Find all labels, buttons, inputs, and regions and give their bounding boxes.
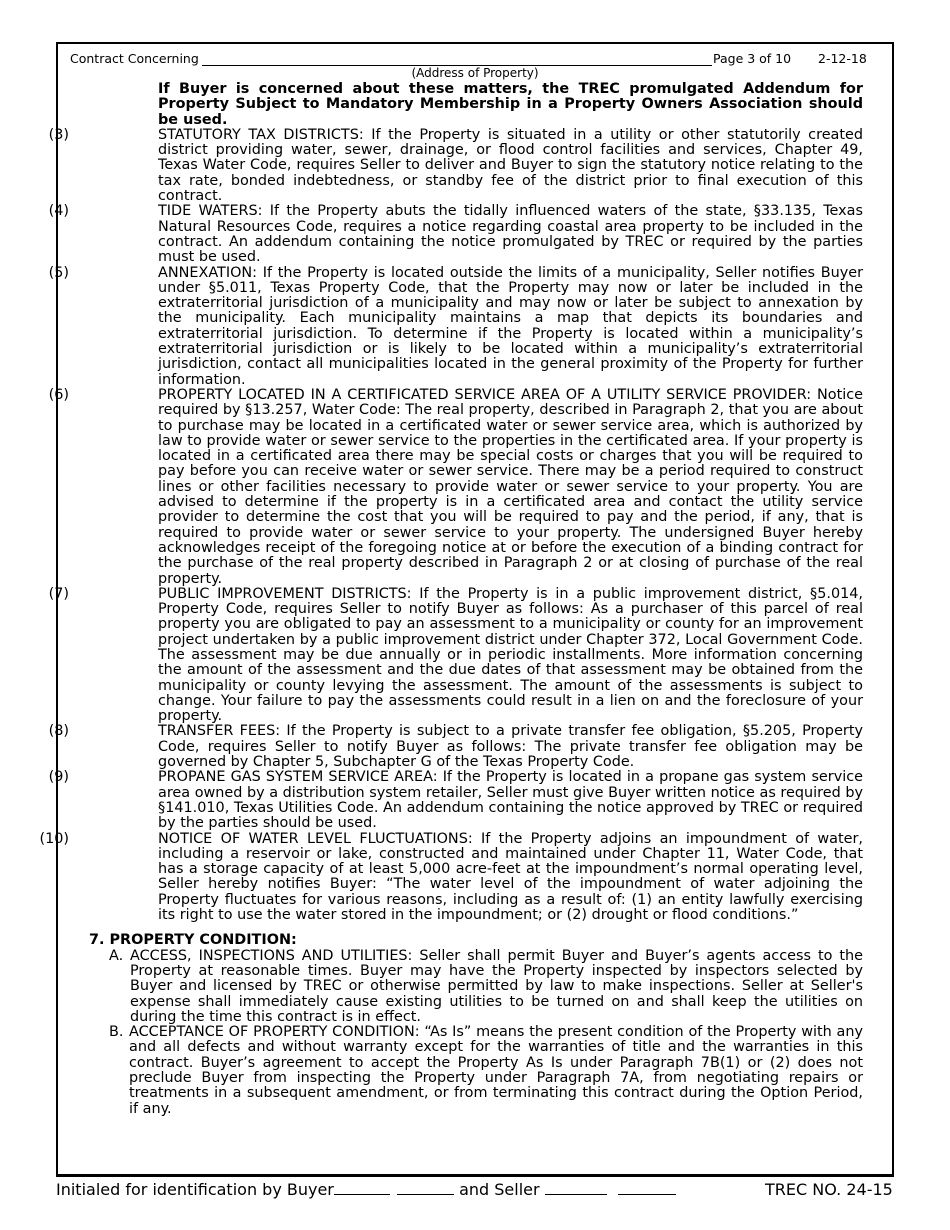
seller-initial-field-1[interactable]: [545, 1180, 607, 1195]
initials-line: [56, 1180, 676, 1200]
and-seller-label: and Seller: [459, 1180, 540, 1199]
item-text: STATUTORY TAX DISTRICTS: If the Property is situated in a utility or other statutorily created district providing water, sewer, drainage, or flood control facilities and services, Chapter 49, Texas Water Code, requires Seller to deliver and Buyer to sign the statutory notice relating to the tax rate, bonded indebtedness, or standby fee of the district prior to final execution of this contract.: [158, 126, 863, 205]
item-tide-waters: [0, 204, 863, 265]
buyer-initial-field-2[interactable]: [397, 1180, 454, 1195]
item-number: (9): [48, 769, 69, 786]
item-number: (10): [39, 830, 69, 847]
page-number: Page 3 of 10: [713, 51, 792, 66]
item-number: (5): [48, 264, 69, 281]
item-letter: B.: [109, 1024, 124, 1041]
item-statutory-tax-districts: [0, 128, 863, 204]
item-number: (3): [48, 126, 69, 143]
item-text: PROPANE GAS SYSTEM SERVICE AREA: If the Property is located in a propane gas system service area owned by a distribution system retailer, Seller must give Buyer written notice as required by §141.010, Texas Utilities Code. An addendum containing the notice approved by TREC or required by the parties should be used.: [158, 769, 863, 832]
address-label: (Address of Property): [411, 66, 539, 80]
item-text: TIDE WATERS: If the Property abuts the tidally influenced waters of the state, §33.135, Texas Natural Resources Code, requires a notice regarding coastal area property to be included in the contract. An addendum containing the notice promulgated by TREC or required by the parties must be used.: [158, 203, 863, 266]
item-text: ACCEPTANCE OF PROPERTY CONDITION: “As Is” means the present condition of the Property with any and all defects and without warranty except for the warranties of title and the warranties in this contract. Buyer’s agreement to accept the Property As Is under Paragraph 7B(1) or (2) does not preclude Buyer from inspecting the Property under Paragraph 7A, from negotiating repairs or treatments in a subsequent amendment, or from terminating this contract during the Option Period, if any.: [129, 1024, 863, 1117]
trec-form-number: TREC NO. 24-15: [765, 1180, 893, 1199]
item-text: TRANSFER FEES: If the Property is subject to a private transfer fee obligation, §5.205, Property Code, requires Seller to notify Buyer as follows: The private transfer fee obligation may be governed by Chapter 5, Subchapter G of the Texas Property Code.: [158, 723, 863, 771]
item-number: (4): [48, 203, 69, 220]
item-number: (6): [48, 386, 69, 403]
item-number: (7): [48, 585, 69, 602]
item-text: NOTICE OF WATER LEVEL FLUCTUATIONS: If the Property adjoins an impoundment of water, including a reservoir or lake, constructed and maintained under Chapter 11, Water Code, that has a storage capacity of at least 5,000 acre-feet at the impoundment’s normal operating level, Seller hereby notifies Buyer: “The water level of the impoundment of water adjoining the Property fluctuates for various reasons, including as a result of: (1) an entity lawfully exercising its right to use the water stored in the impoundment; or (2) drought or flood conditions.”: [158, 830, 863, 924]
item-public-improvement-districts: [0, 587, 863, 725]
buyer-initial-field-1[interactable]: [334, 1180, 390, 1195]
item-letter: A.: [109, 947, 124, 964]
item-acceptance-condition: [0, 1025, 863, 1117]
item-annexation: [0, 266, 863, 388]
item-certificated-service-area: [0, 388, 863, 587]
document-body: [0, 82, 950, 1117]
item-number: (8): [48, 723, 69, 740]
item-text: PUBLIC IMPROVEMENT DISTRICTS: If the Property is in a public improvement district, §5.014, Property Code, requires Seller to notify Buyer as follows: As a purchaser of this parcel of real property you are obligated to pay an assessment to a municipality or county for an improvement project undertaken by a public improvement district under Chapter 372, Local Government Code. The assessment may be due annually or in periodic installments. More information concerning the amount of the assessment and the due dates of that assessment may be obtained from the municipality or county levying the assessment. The amount of the assessments is subject to change. Your failure to pay the assessments could result in a lien on and the foreclosure of your property.: [158, 585, 863, 725]
item-transfer-fees: [0, 724, 863, 770]
item-water-level: [0, 832, 863, 924]
hoa-addendum-notice: If Buyer is concerned about these matters, the TREC promulgated Addendum for Property Subject to Mandatory Membership in a Property Owners Association should be used.: [158, 81, 863, 128]
item-propane-gas: [0, 770, 863, 831]
initialed-buyer-label: Initialed for identification by Buyer: [56, 1180, 334, 1199]
item-text: ACCESS, INSPECTIONS AND UTILITIES: Seller shall permit Buyer and Buyer’s agents access to the Property at reasonable times. Buyer may have the Property inspected by inspectors selected by Buyer and licensed by TREC or otherwise permitted by law to make inspections. Seller at Seller's expense shall immediately cause existing utilities to be turned on and shall keep the utilities on during the time this contract is in effect.: [130, 947, 863, 1025]
form-date: 2-12-18: [818, 51, 867, 66]
seller-initial-field-2[interactable]: [618, 1180, 676, 1195]
item-access-inspections: [0, 949, 863, 1025]
section-title-property-condition: 7. PROPERTY CONDITION:: [89, 932, 297, 949]
item-text: PROPERTY LOCATED IN A CERTIFICATED SERVICE AREA OF A UTILITY SERVICE PROVIDER: Notice required by §13.257, Water Code: The real property, described in Paragraph 2, that you are about to purchase may be located in a certificated water or sewer service area, which is authorized by law to provide water or sewer service to the properties in the certificated area. If your property is located in a certificated area there may be special costs or charges that you will be required to pay before you can receive water or sewer service. There may be a period required to construct lines or other facilities necessary to provide water or sewer service to your property. You are advised to determine if the property is in a certificated area and contact the utility service provider to determine the cost that you will be required to pay and the period, if any, that is required to provide water or sewer service to your property. The undersigned Buyer hereby acknowledges receipt of the foregoing notice at or before the execution of a binding contract for the purchase of the real property described in Paragraph 2 or at closing of purchase of the real property.: [158, 386, 863, 587]
item-text: ANNEXATION: If the Property is located outside the limits of a municipality, Seller notifies Buyer under §5.011, Texas Property Code, that the Property may now or later be included in the extraterritorial jurisdiction of a municipality and may now or later be subject to annexation by the municipality. Each municipality maintains a map that depicts its boundaries and extraterritorial jurisdiction. To determine if the Property is located within a municipality’s extraterritorial jurisdiction or is likely to be located within a municipality’s extraterritorial jurisdiction, contact all municipalities located in the general proximity of the Property for further information.: [158, 264, 863, 388]
contract-concerning-label: Contract Concerning: [70, 51, 199, 66]
